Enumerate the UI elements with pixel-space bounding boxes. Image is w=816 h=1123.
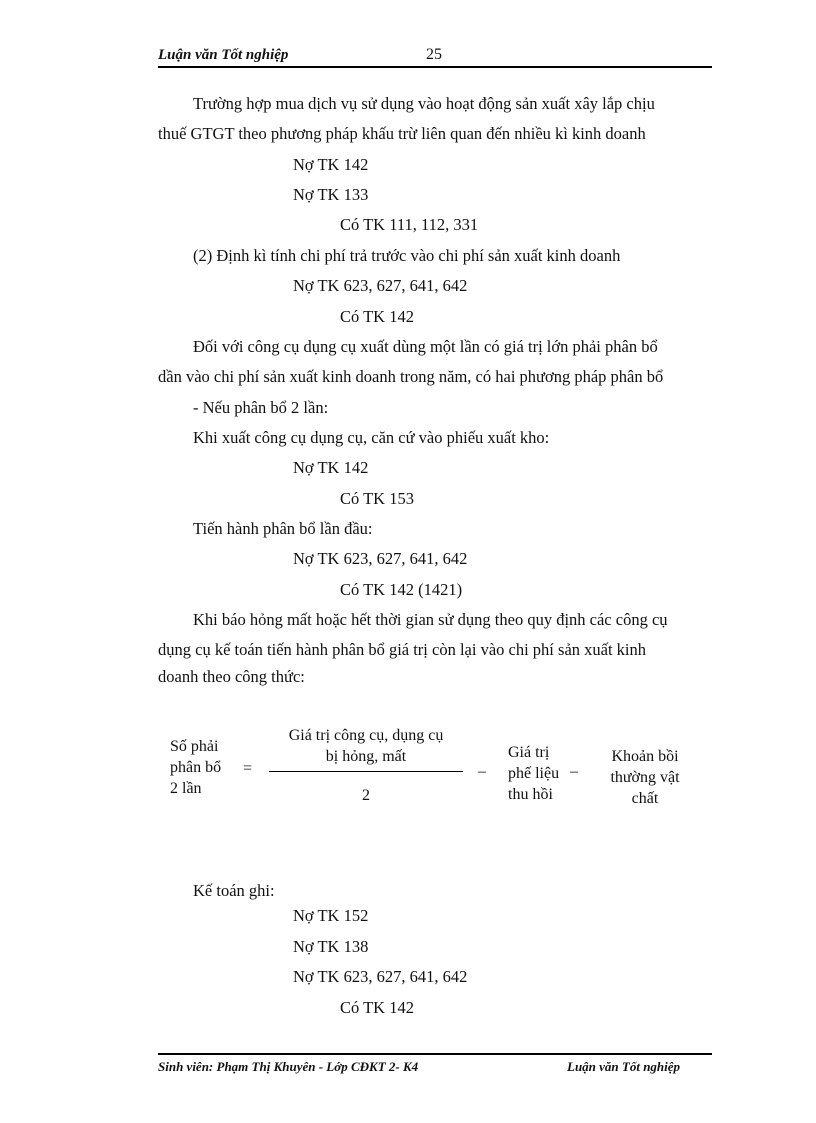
formula-scrap-value xyxy=(508,742,559,805)
accountant-records-label: Kế toán ghi: xyxy=(193,881,275,900)
paragraph-3-line-3: doanh theo công thức: xyxy=(158,667,305,686)
entry-5-debit-3: Nợ TK 623, 627, 641, 642 xyxy=(293,967,468,986)
fraction-bar xyxy=(269,771,463,772)
formula-minus-2: – xyxy=(570,763,578,780)
footer-student-info: Sinh viên: Phạm Thị Khuyên - Lớp CĐKT 2- K4 xyxy=(158,1059,419,1074)
header-rule xyxy=(158,66,712,68)
formula-lhs-line-2: phân bổ xyxy=(170,759,222,776)
formula-equals: = xyxy=(243,760,253,777)
footer-title: Luận văn Tốt nghiệp xyxy=(567,1059,681,1074)
formula-scrap-line-2: phế liệu xyxy=(508,765,560,782)
entry-3-debit: Nợ TK 142 xyxy=(293,458,369,477)
entry-1-credit: Có TK 111, 112, 331 xyxy=(340,215,479,234)
entry-3-credit: Có TK 153 xyxy=(340,489,414,508)
paragraph-1-line-2: thuế GTGT theo phương pháp khấu trừ liên quan đến nhiều kì kinh doanh xyxy=(158,124,646,143)
entry-1-debit-1: Nợ TK 142 xyxy=(293,155,369,174)
entry-5-debit-2: Nợ TK 138 xyxy=(293,937,369,956)
page-number: 25 xyxy=(426,46,442,63)
issue-sentence: Khi xuất công cụ dụng cụ, căn cứ vào phiếu xuất kho: xyxy=(193,428,550,447)
formula-numerator-line-1: Giá trị công cụ, dụng cụ xyxy=(288,727,444,744)
entry-2-debit: Nợ TK 623, 627, 641, 642 xyxy=(293,276,468,295)
formula-scrap-line-1: Giá trị xyxy=(508,744,550,761)
case-1-label: - Nếu phân bổ 2 lần: xyxy=(193,398,329,417)
first-allocation-label: Tiến hành phân bổ lần đầu: xyxy=(193,519,373,538)
paragraph-2-line-1: Đối với công cụ dụng cụ xuất dùng một lần có giá trị lớn phải phân bổ xyxy=(193,337,658,356)
paragraph-2-line-2: dần vào chi phí sản xuất kinh doanh trong năm, có hai phương pháp phân bổ xyxy=(158,367,664,386)
entry-5-debit-1: Nợ TK 152 xyxy=(293,906,369,925)
footer-rule xyxy=(158,1053,712,1055)
entry-2-credit: Có TK 142 xyxy=(340,307,414,326)
entry-5-credit: Có TK 142 xyxy=(340,998,414,1017)
paragraph-3-line-2: dụng cụ kế toán tiến hành phân bổ giá trị còn lại vào chi phí sản xuất kinh xyxy=(158,640,647,659)
formula-compensation xyxy=(600,746,690,809)
formula-scrap-line-3: thu hồi xyxy=(508,786,553,803)
formula-minus-1: – xyxy=(478,763,486,780)
formula-lhs-line-3: 2 lần xyxy=(170,780,202,797)
formula-lhs xyxy=(170,736,221,799)
entry-1-debit-2: Nợ TK 133 xyxy=(293,185,369,204)
step-2-heading: (2) Định kì tính chi phí trả trước vào chi phí sản xuất kinh doanh xyxy=(193,246,621,265)
formula-compensation-line-3: chất xyxy=(631,790,659,807)
formula-numerator-line-2: bị hỏng, mất xyxy=(325,748,407,765)
entry-4-credit: Có TK 142 (1421) xyxy=(340,580,463,599)
paragraph-1-line-1: Trường hợp mua dịch vụ sử dụng vào hoạt động sản xuất xây lắp chịu xyxy=(193,94,655,113)
formula-numerator xyxy=(268,725,464,767)
formula-denominator: 2 xyxy=(362,787,370,804)
entry-4-debit: Nợ TK 623, 627, 641, 642 xyxy=(293,549,468,568)
header-title: Luận văn Tốt nghiệp xyxy=(158,47,289,63)
formula-lhs-line-1: Số phải xyxy=(170,738,219,755)
formula-compensation-line-2: thường vật xyxy=(610,769,680,786)
formula-compensation-line-1: Khoản bồi xyxy=(611,748,679,765)
paragraph-3-line-1: Khi báo hỏng mất hoặc hết thời gian sử dụng theo quy định các công cụ xyxy=(193,610,668,629)
